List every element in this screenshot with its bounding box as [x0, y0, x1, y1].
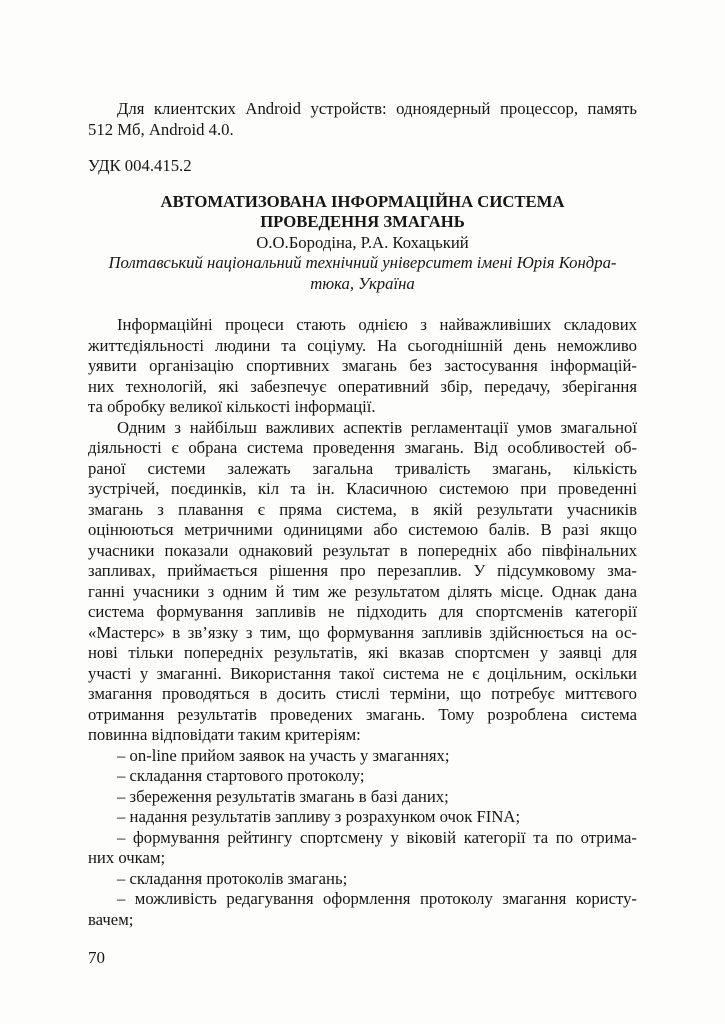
- intro-paragraph-line: Для клиентских Android устройств: одноядерный процессор, память: [117, 99, 637, 118]
- paragraph-competition-systems-line: змагання проводяться в досить стислі терміни, що потребує миттєвого: [88, 684, 637, 703]
- intro-paragraph: [88, 99, 637, 140]
- udc-code-line: УДК 004.415.2: [88, 156, 192, 175]
- list-item-protocol-editing-line: – можливість редагування оформлення протоколу змагання користу-: [117, 889, 637, 908]
- list-item-online-entry-line: – on-line прийом заявок на участь у змаганнях;: [117, 745, 450, 765]
- list-item-protocol-editing-line: вачем;: [88, 909, 134, 929]
- paragraph-information-processes-line: уявити організацію спортивних змагань без застосування інформацій-: [88, 356, 637, 375]
- list-item-start-protocol-line: – складання стартового протоколу;: [117, 766, 365, 785]
- paragraph-competition-systems-line: діяльності є обрана система проведення змагань. Від особливостей об-: [88, 438, 637, 457]
- paragraph-competition-systems-line: зустрічей, поєдинків, кіл та ін. Класичною системою при проведенні: [88, 479, 637, 498]
- paragraph-competition-systems-line: повинна відповідати таким критеріям:: [88, 725, 361, 744]
- article-affiliation-line: Полтавський національний технічний університет імені Юрія Кондра-: [108, 253, 617, 272]
- paragraph-competition-systems: [88, 418, 637, 746]
- list-item-rating-line: них очкам;: [88, 848, 166, 867]
- article-authors: [88, 233, 637, 254]
- article-title-line: АВТОМАТИЗОВАНА ІНФОРМАЦІЙНА СИСТЕМА: [160, 191, 565, 211]
- article-authors-line: О.О.Бородіна, Р.А. Кохацький: [256, 232, 469, 252]
- paragraph-information-processes-line: та обробку великої кількості інформації.: [88, 397, 376, 416]
- paragraph-information-processes-line: них технологій, які забезпечує оперативний збір, передачу, зберігання: [88, 376, 637, 396]
- list-item-start-protocol: [88, 766, 637, 787]
- list-item-online-entry: [88, 746, 637, 767]
- paragraph-competition-systems-line: змагань з плавання є пряма система, в якій результати учасників: [88, 499, 637, 519]
- text-column: [88, 99, 637, 930]
- intro-paragraph-line: 512 Мб, Android 4.0.: [88, 119, 234, 139]
- list-item-protocols: [88, 869, 637, 890]
- list-item-protocol-editing: [88, 889, 637, 930]
- article-affiliation-line: тюка, Україна: [310, 273, 415, 293]
- paragraph-competition-systems-line: учасники показали однаковий результат в попередніх або півфінальних: [88, 540, 637, 560]
- list-item-protocols-line: – складання протоколів змагань;: [117, 868, 348, 888]
- paragraph-competition-systems-line: «Мастерс» в зв’язку з тим, що формування запливів здійснюється на ос-: [88, 622, 637, 642]
- paragraph-information-processes-line: життєдіяльності людини та соціуму. На сьогоднішній день неможливо: [88, 335, 637, 355]
- list-item-database-storage: [88, 787, 637, 808]
- paragraph-competition-systems-line: раної системи залежать загальна тривалість змагань, кількість: [88, 458, 637, 478]
- article-title: [88, 192, 637, 233]
- paragraph-information-processes: [88, 315, 637, 418]
- paragraph-competition-systems-line: участі у змаганні. Використання такої система не є доцільним, оскільки: [88, 663, 637, 683]
- list-item-rating: [88, 828, 637, 869]
- list-item-fina-points-line: – надання результатів запливу з розрахунком очок FINA;: [117, 807, 521, 826]
- article-title-line: ПРОВЕДЕННЯ ЗМАГАНЬ: [260, 212, 465, 231]
- paragraph-information-processes-line: Інформаційні процеси стають однією з найважливіших складових: [117, 315, 637, 334]
- page-number: 70: [88, 948, 105, 967]
- paragraph-competition-systems-line: ганні учасники з одним й тим же результатом ділять місце. Однак дана: [88, 581, 637, 601]
- article-affiliation: [88, 253, 637, 294]
- paragraph-competition-systems-line: запливах, приймається рішення про перезаплив. У підсумковому зма-: [88, 561, 637, 580]
- list-item-database-storage-line: – збереження результатів змагань в базі даних;: [117, 786, 449, 806]
- paragraph-competition-systems-line: нові тільки попередніх результатів, які вказав спортсмен у заявці для: [88, 643, 637, 662]
- udc-code: [88, 156, 637, 177]
- paragraph-competition-systems-line: оцінюються метричними одиницями або системою балів. В разі якщо: [88, 520, 637, 539]
- list-item-fina-points: [88, 807, 637, 828]
- list-item-rating-line: – формування рейтингу спортсмену у віковій категорії та по отрима-: [117, 827, 637, 847]
- paragraph-competition-systems-line: отримання результатів проведених змагань. Тому розроблена система: [88, 704, 637, 724]
- paragraph-competition-systems-line: система формування запливів не підходить для спортсменів категорії: [88, 602, 637, 621]
- paragraph-competition-systems-line: Одним з найбільш важливих аспектів регламентації умов змагальної: [117, 417, 637, 437]
